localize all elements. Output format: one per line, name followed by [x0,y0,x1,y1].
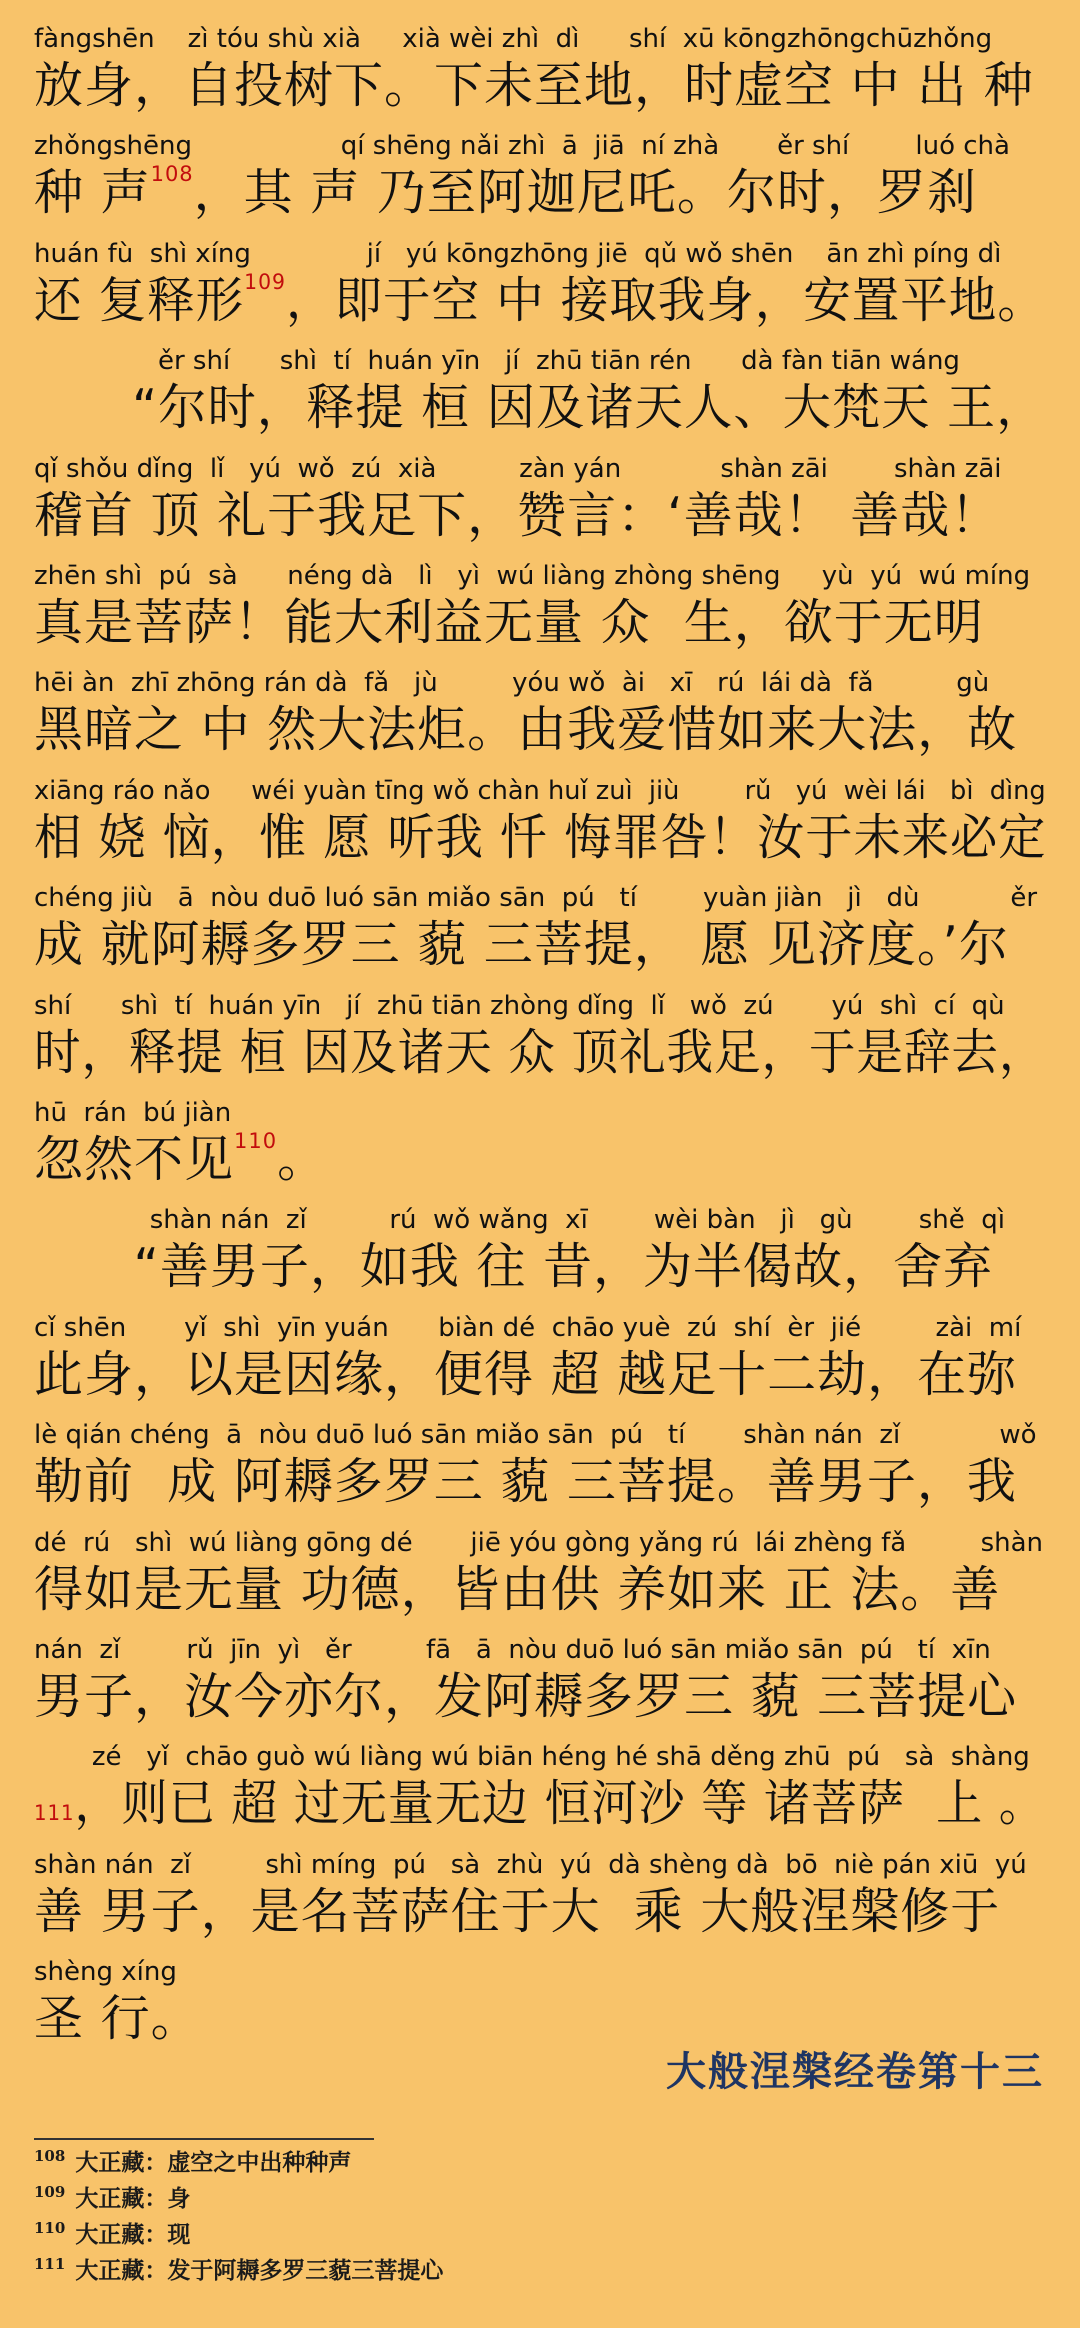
pinyin-row: huán fù shì xíng jí yú kōngzhōng jiē qǔ wǒ shēn ān zhì píng dì [34,238,1002,269]
hanzi-text: 种 声 [34,164,151,222]
pinyin-row: shí shì tí huán yīn jí zhū tiān zhòng dǐng lǐ wǒ zú yú shì cí qù [34,990,1005,1021]
footnote-entry [34,2218,190,2252]
scripture-line [34,237,1046,347]
hanzi-text: 稽首 顶 礼于我足下，赞言：‘善哉！ 善哉！ [34,486,1001,544]
hanzi-text: 忽然不见 [34,1131,235,1188]
scripture-line [34,881,1046,991]
hanzi-row [34,54,1046,118]
hanzi-row [34,806,1047,870]
hanzi-row [34,698,1046,762]
pinyin-row: fàngshēn zì tóu shù xià xià wèi zhì dì shí xū kōngzhōngchūzhǒng [34,24,993,54]
hanzi-text: 黑暗之 中 然大法炬。由我爱惜如来大法，故 [34,701,1018,759]
pinyin-row: chéng jiù ā nòu duō luó sān miǎo sān pú tí yuàn jiàn jì dù ěr [34,883,1038,914]
scripture-line [34,1633,1046,1743]
scripture-line [34,559,1046,669]
hanzi-text: 真是菩萨！能大利益无量 众 生，欲于无明 [34,594,984,651]
hanzi-text: ，其 声 乃至阿迦尼吒。尔时，罗刹 [193,164,977,222]
hanzi-text: ，则已 超 过无量无边 恒河沙 等 诸菩萨 上 。 [74,1775,1046,1833]
footnote-marker[interactable]: 110 [234,1129,278,1153]
hanzi-text: 放身，自投树下。下未至地，时虚空 中 出 种 [34,57,1034,114]
scripture-line [34,666,1046,776]
hanzi-row [34,484,1046,548]
scripture-line [34,1526,1046,1636]
pinyin-row: xiāng ráo nǎo wéi yuàn tīng wǒ chàn huǐ zuì jiù rǔ yú wèi lái bì dìng [34,775,1046,806]
hanzi-row [34,1772,1046,1836]
footnote-marker[interactable]: 108 [150,162,194,187]
footnote-entry [34,2146,351,2180]
footnote-text: 大正藏：身 [75,2185,191,2212]
footnote-text: 大正藏：现 [75,2221,191,2248]
hanzi-row [34,1880,1046,1944]
pinyin-row: zé yǐ chāo guò wú liàng wú biān héng hé shā děng zhū pú sà shàng [34,1742,1030,1773]
hanzi-row [34,376,1046,440]
pinyin-row: zhǒngshēng qí shēng nǎi zhì ā jiā ní zhà ěr shí luó chà [34,131,1010,162]
hanzi-text: 勒前 成 阿耨多罗三 藐 三菩提。善男子，我 [34,1453,1017,1511]
hanzi-row [34,591,1046,655]
pinyin-row: nán zǐ rǔ jīn yì ěr fā ā nòu duō luó sān miǎo sān pú tí xīn [34,1635,991,1665]
footnote-text: 大正藏：虚空之中出种种声 [75,2149,352,2176]
footnote-number: 111 [34,2255,66,2273]
hanzi-row [34,1128,1046,1192]
hanzi-text: “尔时，释提 桓 因及诸天人、大梵天 王， [34,379,1046,437]
hanzi-row [34,161,1046,225]
hanzi-row [34,1343,1046,1407]
footnote-number: 108 [34,2147,66,2165]
scripture-line [34,989,1046,1099]
scripture-line [34,1311,1046,1421]
hanzi-text: 圣 行。 [34,1990,201,2048]
scripture-line [34,452,1046,562]
scripture-line [34,1740,1046,1850]
pinyin-row: dé rú shì wú liàng gōng dé jiē yóu gòng yǎng rú lái zhèng fǎ shàn [34,1527,1043,1558]
pinyin-row: zhēn shì pú sà néng dà lì yì wú liàng zhòng shēng yù yú wú míng [34,561,1031,591]
footnote-number: 109 [34,2183,66,2201]
hanzi-row [34,1665,1046,1729]
scripture-line [34,774,1046,884]
hanzi-text: “善男子，如我 往 昔，为半偈故，舍弃 [34,1238,993,1296]
pinyin-row: hēi àn zhī zhōng rán dà fǎ jù yóu wǒ ài xī rú lái dà fǎ gù [34,668,990,699]
scripture-line [34,344,1046,454]
scripture-line [34,1848,1046,1958]
footnote-marker[interactable]: 111 [34,1801,75,1826]
hanzi-text: 时，释提 桓 因及诸天 众 顶礼我足，于是辞去， [34,1023,1047,1081]
hanzi-row [34,1450,1046,1514]
pinyin-row: qǐ shǒu dǐng lǐ yú wǒ zú xià zàn yán shàn zāi shàn zāi [34,453,1002,484]
hanzi-text: 得如是无量 功德，皆由供 养如来 正 法。善 [34,1560,1001,1618]
hanzi-text: 还 复释形 [34,271,245,329]
scripture-line [34,22,1046,132]
hanzi-text: 成 就阿耨多罗三 藐 三菩提， 愿 见济度。’尔 [34,916,1009,974]
footnote-text: 大正藏：发于阿耨多罗三藐三菩提心 [75,2257,444,2284]
hanzi-text: 善 男子，是名菩萨住于大 乘 大般涅槃修于 [34,1882,1001,1940]
hanzi-row [34,1558,1046,1622]
hanzi-text: 男子，汝今亦尔，发阿耨多罗三 藐 三菩提心 [34,1668,1018,1725]
pinyin-row: shàn nán zǐ rú wǒ wǎng xī wèi bàn jì gù shě qì [34,1205,1005,1236]
pinyin-row: cǐ shēn yǐ shì yīn yuán biàn dé chāo yuè zú shí èr jié zài mí [34,1312,1022,1343]
footnote-entry [34,2254,443,2288]
scripture-line [34,1203,1046,1313]
hanzi-row [34,1235,1046,1299]
chapter-title: 大般涅槃经卷第十三 [666,2048,1044,2095]
hanzi-text: ，即于空 中 接取我身，安置平地。 [285,271,1046,329]
scripture-line [34,1096,1046,1206]
pinyin-row: shàn nán zǐ shì míng pú sà zhù yú dà shèng dà bō niè pán xiū yú [34,1849,1027,1880]
hanzi-row [34,913,1046,977]
hanzi-text: 此身，以是因缘，便得 超 越足十二劫，在弥 [34,1345,1018,1403]
footnote-entry [34,2182,190,2216]
hanzi-row [34,1021,1047,1085]
scripture-line [34,129,1046,239]
pinyin-row: hū rán bú jiàn [34,1098,232,1128]
pinyin-row: shèng xíng [34,1957,177,1988]
footnote-number: 110 [34,2219,66,2237]
footnote-marker[interactable]: 109 [244,269,286,294]
hanzi-row [34,269,1046,333]
footnote-divider [34,2138,374,2140]
pinyin-row: ěr shí shì tí huán yīn jí zhū tiān rén dà fàn tiān wáng [34,346,960,377]
hanzi-text: 。 [277,1131,328,1188]
pinyin-row: lè qián chéng ā nòu duō luó sān miǎo sān pú tí shàn nán zǐ wǒ [34,1420,1037,1451]
scripture-line [34,1418,1046,1528]
hanzi-text: 相 娆 恼，惟 愿 听我 忏 悔罪咎！汝于未来必定 [34,808,1047,866]
